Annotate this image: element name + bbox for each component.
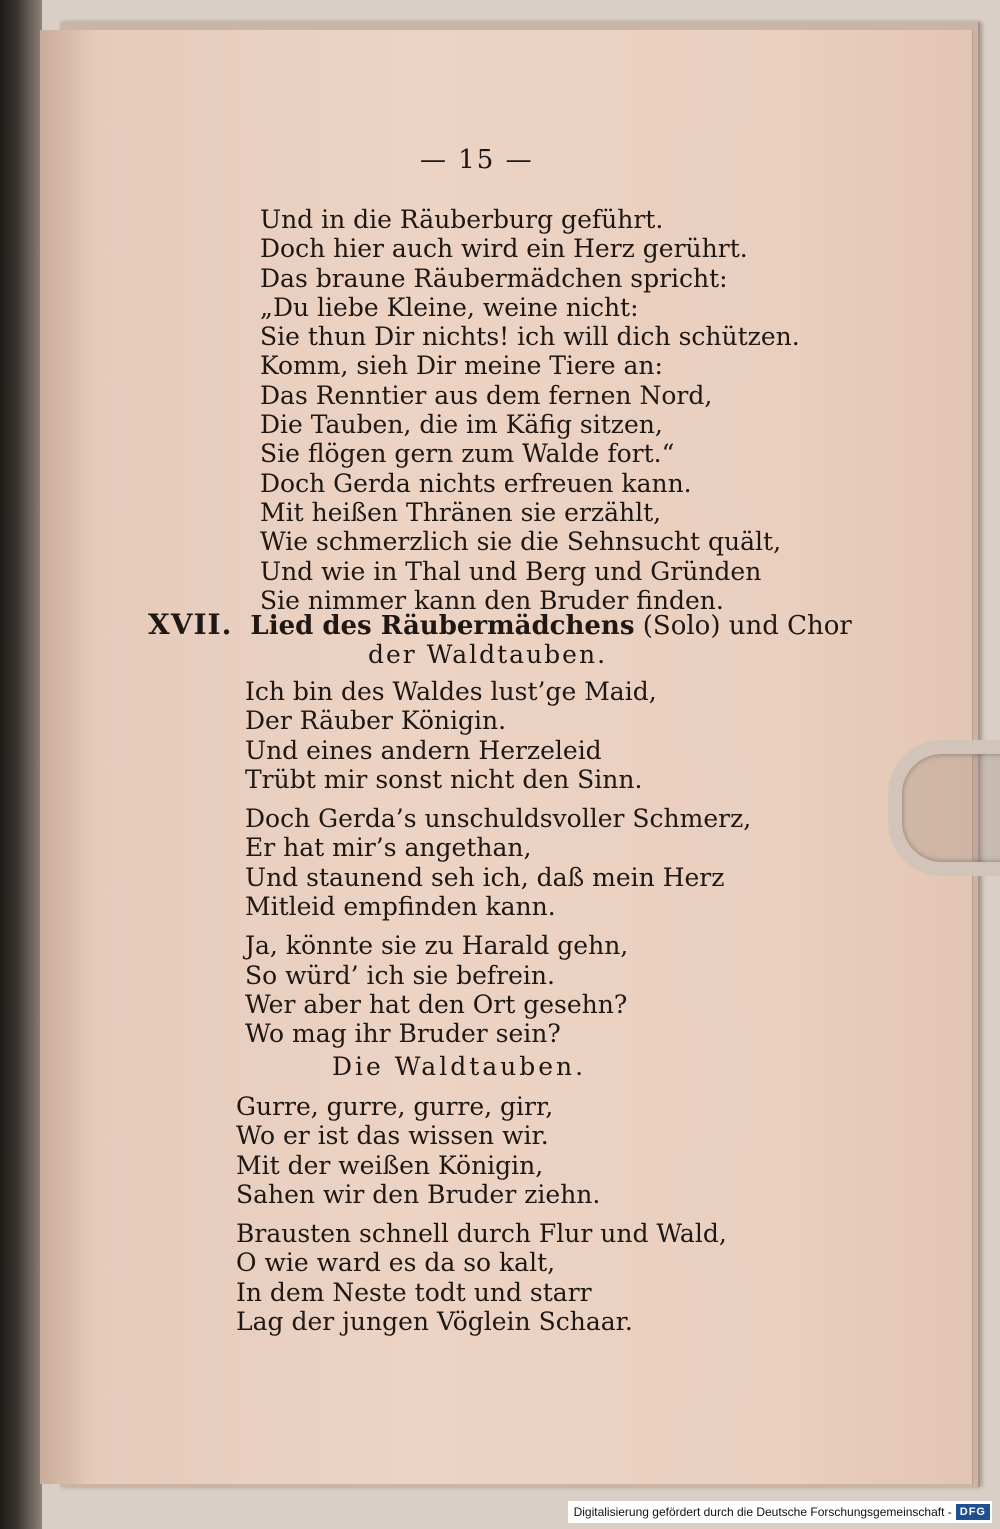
- verse-line: Brausten schnell durch Flur und Wald,: [236, 1219, 727, 1249]
- verse-line: Das Renntier aus dem fernen Nord,: [260, 380, 713, 410]
- verse-line: Wo mag ihr Bruder sein?: [245, 1019, 561, 1049]
- book-spine: [0, 0, 42, 1529]
- verse-line: Er hat mir’s angethan,: [245, 833, 532, 863]
- verse-line: Gurre, gurre, gurre, girr,: [236, 1092, 554, 1121]
- stanza-narrative: [260, 205, 800, 615]
- verse-line: Sie nimmer kann den Bruder finden.: [260, 585, 724, 615]
- verse-line: Mit der weißen Königin,: [236, 1150, 544, 1180]
- page-number: — 15 —: [420, 145, 534, 175]
- section-title-rest: (Solo) und Chor: [642, 611, 852, 641]
- verse-line: Sie thun Dir nichts! ich will dich schützen.: [260, 322, 800, 352]
- digitization-footer: [568, 1501, 992, 1523]
- verse-line: Das braune Räubermädchen spricht:: [260, 263, 728, 293]
- verse-line: Wo er ist das wissen wir.: [236, 1121, 549, 1151]
- chorus-verses: [236, 1092, 727, 1336]
- verse-line: Doch Gerda nichts erfreuen kann.: [260, 468, 692, 498]
- verse-line: Mit heißen Thränen sie erzählt,: [260, 497, 662, 527]
- verse-line: Die Tauben, die im Käfig sitzen,: [260, 410, 663, 440]
- footer-credit: Digitalisierung gefördert durch die Deutsche Forschungsgemeinschaft -: [573, 1505, 952, 1519]
- verse-line: Ich bin des Waldes lust’ge Maid,: [245, 677, 657, 706]
- verse-line: Und wie in Thal und Berg und Gründen: [260, 556, 762, 586]
- verse-line: Sahen wir den Bruder ziehn.: [236, 1179, 601, 1209]
- verse-line: Und eines andern Herzeleid: [245, 735, 602, 765]
- verse-line: Komm, sieh Dir meine Tiere an:: [260, 351, 663, 381]
- verse-line: Doch hier auch wird ein Herz gerührt.: [260, 234, 748, 264]
- verse-line: Der Räuber Königin.: [245, 706, 507, 736]
- verse-line: Und staunend seh ich, daß mein Herz: [245, 862, 725, 892]
- chorus-speaker: Die Waldtauben.: [332, 1052, 587, 1081]
- section-numeral: XVII.: [148, 608, 233, 641]
- verse-line: Wer aber hat den Ort gesehn?: [245, 989, 628, 1019]
- verse-line: „Du liebe Kleine, weine nicht:: [260, 292, 639, 322]
- verse-line: Sie flögen gern zum Walde fort.“: [260, 439, 675, 469]
- verse-line: Und in die Räuberburg geführt.: [260, 205, 664, 234]
- verse-line: Ja, könnte sie zu Harald gehn,: [245, 931, 629, 961]
- section-title: Lied des Räubermädchens: [250, 611, 635, 641]
- section-subtitle: der Waldtauben.: [368, 640, 608, 669]
- verse-line: In dem Neste todt und starr: [236, 1277, 592, 1307]
- section-heading: [148, 608, 852, 641]
- verse-line: Wie schmerzlich sie die Sehnsucht quält,: [260, 527, 782, 557]
- verse-line: O wie ward es da so kalt,: [236, 1248, 556, 1278]
- verse-line: Mitleid empfinden kann.: [245, 892, 556, 922]
- verse-line: Trübt mir sonst nicht den Sinn.: [245, 764, 643, 794]
- page-clip: [888, 740, 1000, 876]
- song-verses: [245, 677, 751, 1049]
- dfg-logo: DFG: [956, 1504, 990, 1520]
- verse-line: Doch Gerda’s unschuldsvoller Schmerz,: [245, 804, 752, 834]
- verse-line: So würd’ ich sie befrein.: [245, 960, 555, 990]
- verse-line: Lag der jungen Vöglein Schaar.: [236, 1307, 633, 1337]
